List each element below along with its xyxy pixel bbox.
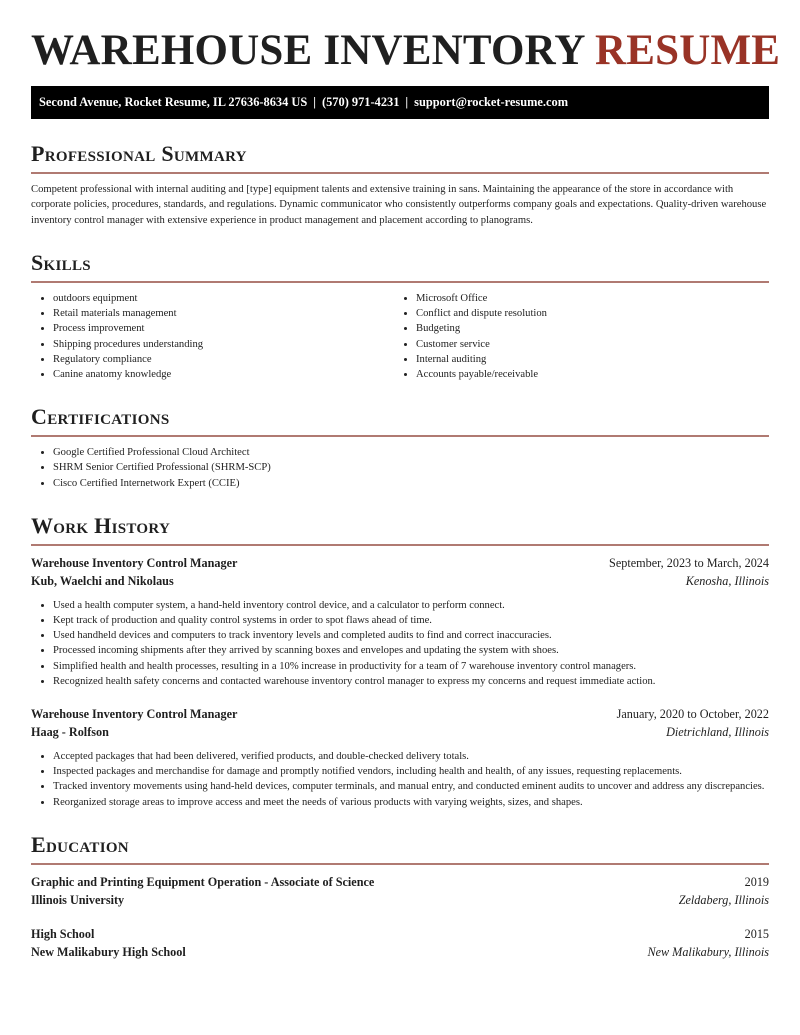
skill-item: • Regulatory compliance — [53, 352, 394, 367]
job-bullet: • Inspected packages and merchandise for damage and promptly notified vendors, including health and health, of any issues, requesting replacements. — [53, 764, 769, 779]
education-year: 2015 — [744, 926, 769, 941]
section-divider — [31, 863, 769, 865]
skill-item: • Accounts payable/receivable — [416, 367, 757, 382]
skill-item: • Canine anatomy knowledge — [53, 367, 394, 382]
education-degree: Graphic and Printing Equipment Operation - Associate of Science — [31, 874, 375, 889]
education-year: 2019 — [744, 874, 769, 889]
skill-item: • Microsoft Office — [416, 291, 757, 306]
job-entry — [31, 554, 769, 689]
work-history-heading: Work History — [31, 512, 171, 538]
section-divider — [31, 435, 769, 437]
skills-column-left — [31, 283, 394, 382]
job-bullet: • Kept track of production and quality control systems in order to spot flaws ahead of time. — [53, 613, 769, 628]
job-company: Haag - Rolfson — [31, 724, 109, 739]
summary-section — [31, 141, 769, 228]
job-bullet: • Processed incoming shipments after they arrived by scanning boxes and envelopes and updating the system with shoes. — [53, 643, 769, 658]
contact-separator: | — [405, 95, 409, 109]
certifications-list — [31, 445, 769, 491]
certifications-heading: Certifications — [31, 404, 170, 430]
certifications-section — [31, 404, 769, 491]
skills-list-right — [394, 291, 757, 382]
certification-item: • SHRM Senior Certified Professional (SHRM-SCP) — [53, 460, 769, 475]
contact-phone: (570) 971-4231 — [321, 95, 400, 109]
job-title: Warehouse Inventory Control Manager — [31, 706, 238, 721]
contact-address: Second Avenue, Rocket Resume, IL 27636-8634 US — [39, 95, 308, 109]
summary-heading: Professional Summary — [31, 141, 247, 166]
contact-separator: | — [313, 95, 316, 109]
certification-item: • Google Certified Professional Cloud Architect — [53, 445, 769, 460]
job-location: Dietrichland, Illinois — [666, 724, 769, 739]
skill-item: • Budgeting — [416, 321, 757, 336]
education-header — [31, 873, 769, 891]
title-main: WAREHOUSE INVENTORY — [31, 27, 585, 74]
education-subheader — [31, 891, 769, 909]
contact-bar — [31, 86, 769, 119]
job-bullet: • Recognized health safety concerns and contacted warehouse inventory control manager to express my concerns and request immediate action. — [53, 674, 769, 689]
job-bullet: • Used a health computer system, a hand-held inventory control device, and a calculator to perform connect. — [53, 598, 769, 613]
education-degree: High School — [31, 926, 95, 941]
resume-page — [31, 0, 781, 961]
education-subheader — [31, 943, 769, 961]
education-heading: Education — [31, 831, 129, 857]
job-dates: January, 2020 to October, 2022 — [616, 706, 769, 721]
job-subheader — [31, 723, 769, 741]
certification-item: • Cisco Certified Internetwork Expert (CCIE) — [53, 476, 769, 491]
job-dates: September, 2023 to March, 2024 — [609, 555, 769, 570]
education-school: New Malikabury High School — [31, 944, 186, 959]
education-entry — [31, 925, 769, 961]
skill-item: • Internal auditing — [416, 352, 757, 367]
education-location: New Malikabury, Illinois — [647, 944, 769, 959]
skills-section — [31, 250, 769, 382]
title-accent: RESUME — [595, 27, 781, 74]
section-divider — [31, 544, 769, 546]
skill-item: • Customer service — [416, 337, 757, 352]
job-bullet: • Used handheld devices and computers to track inventory levels and completed audits to find and correct inaccuracies. — [53, 628, 769, 643]
summary-text: Competent professional with internal auditing and [type] equipment talents and extensive training in sans. Maintaining the appearance of the store in accordance with corporate policies, procedures, standards, and regulations. Dynamic communicator who consistently outperforms company goals and expectations. Quality-driven warehouse inventory control manager with extensive experience in product management and placement according to planograms. — [31, 184, 767, 226]
education-school: Illinois University — [31, 892, 125, 907]
job-bullet: • Tracked inventory movements using hand-held devices, computer terminals, and manual entry, and conducted eminent audits to uncover and address any discrepancies. — [53, 779, 769, 794]
skill-item: • Shipping procedures understanding — [53, 337, 394, 352]
education-header — [31, 925, 769, 943]
skills-heading: Skills — [31, 249, 91, 275]
contact-email: support@rocket-resume.com — [414, 95, 569, 109]
resume-title — [31, 27, 781, 74]
job-bullets — [31, 749, 769, 810]
job-bullet: • Simplified health and health processes, resulting in a 10% increase in productivity for a team of 7 warehouse inventory control managers. — [53, 659, 769, 674]
education-location: Zeldaberg, Illinois — [678, 892, 769, 907]
skill-item: • outdoors equipment — [53, 291, 394, 306]
job-bullet: • Accepted packages that had been delivered, verified products, and double-checked delivery totals. — [53, 749, 769, 764]
skills-columns — [31, 283, 769, 382]
skill-item: • Conflict and dispute resolution — [416, 306, 757, 321]
job-subheader — [31, 572, 769, 590]
work-history-section — [31, 513, 769, 810]
job-company: Kub, Waelchi and Nikolaus — [31, 573, 174, 588]
section-divider — [31, 172, 769, 174]
skills-list-left — [31, 291, 394, 382]
job-header — [31, 554, 769, 572]
skill-item: • Process improvement — [53, 321, 394, 336]
job-title: Warehouse Inventory Control Manager — [31, 555, 238, 570]
job-location: Kenosha, Illinois — [685, 573, 769, 588]
education-section — [31, 832, 769, 961]
job-bullet: • Reorganized storage areas to improve access and meet the needs of various products with varying weights, sizes, and shapes. — [53, 795, 769, 810]
skills-column-right — [394, 283, 757, 382]
education-entry — [31, 873, 769, 909]
skill-item: • Retail materials management — [53, 306, 394, 321]
job-bullets — [31, 598, 769, 689]
job-entry — [31, 705, 769, 810]
job-header — [31, 705, 769, 723]
